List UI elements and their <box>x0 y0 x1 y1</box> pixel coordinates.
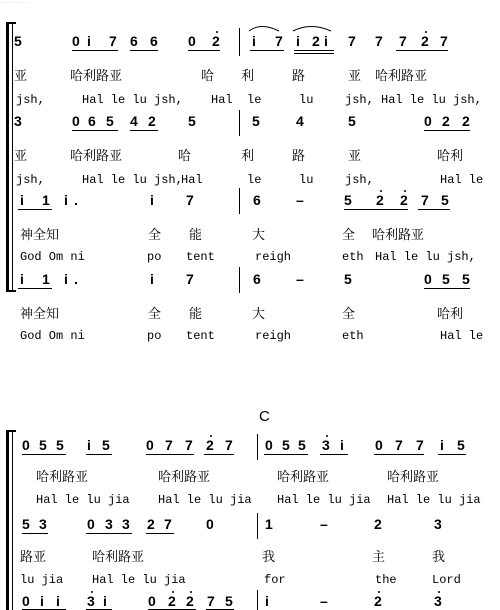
system-2-bracket <box>6 430 9 610</box>
s4-notes-11: 5 <box>462 271 470 287</box>
s4-chinese-1: 全 <box>148 307 162 322</box>
s5-english-1: Hal le lu jia <box>158 493 252 507</box>
s4-notes-10: 5 <box>442 271 450 287</box>
s1-notes-2: i <box>87 33 91 49</box>
s5-notes-10: 0 <box>265 437 273 453</box>
s5-notes-7: 7 <box>185 437 193 453</box>
s4-chinese-0: 神全知 <box>20 307 60 322</box>
s6-english-3: the <box>375 573 397 587</box>
s5-english-0: Hal le lu jia <box>36 493 130 507</box>
s7-notes-12: 2 <box>374 593 382 609</box>
s3-chinese-0: 神全知 <box>20 228 60 243</box>
s1-notes-13: 7 <box>348 33 356 49</box>
s7-notes-10: i <box>265 593 269 609</box>
s7-notes-11: – <box>320 593 328 609</box>
s2-english-5: jsh, <box>345 173 374 187</box>
s7-notes-4: i <box>103 593 107 609</box>
s3-notes-5: 7 <box>186 192 194 208</box>
s2-notes-9: 5 <box>348 113 356 129</box>
s3-english-1: po <box>147 250 162 264</box>
s4-notes-3: . <box>74 271 78 287</box>
s3-english-4: eth <box>342 250 364 264</box>
s1-chinese-2: 哈 <box>201 69 215 84</box>
s4-english-0: God Om ni <box>20 329 85 343</box>
system-1-bracket-thin <box>12 24 13 290</box>
s6-notes-7: 0 <box>206 516 214 532</box>
s4-notes-6: 6 <box>253 271 261 287</box>
s6-chinese-3: 主 <box>372 550 386 565</box>
s5-chinese-0: 哈利路亚 <box>36 470 89 485</box>
slurs <box>0 0 500 60</box>
s7-notes-1: i <box>40 593 44 609</box>
s3-notes-10: 2 <box>400 192 408 208</box>
s5-notes-3: i <box>87 437 91 453</box>
s2-notes-10: 0 <box>424 113 432 129</box>
s1-chinese-6: 哈利路亚 <box>375 69 428 84</box>
s7-notes-2: i <box>56 593 60 609</box>
s5-notes-17: 7 <box>416 437 424 453</box>
s7-notes-3: 3 <box>87 593 95 609</box>
s2-english-6: Hal le <box>440 173 484 187</box>
s1-notes-15: 7 <box>399 33 407 49</box>
s5-notes-4: 5 <box>102 437 110 453</box>
s5-chinese-1: 哈利路亚 <box>158 470 211 485</box>
s1-chinese-5: 亚 <box>348 69 362 84</box>
s5-notes-14: i <box>340 437 344 453</box>
s1-chinese-4: 路 <box>292 69 306 84</box>
s1-english-3: le <box>247 93 262 107</box>
system-2-bracket-thin <box>12 432 13 610</box>
system-1-barline-2 <box>239 110 240 136</box>
s3-notes-7: – <box>296 192 304 208</box>
s2-notes-5: 2 <box>148 113 156 129</box>
s6-english-1: Hal le lu jia <box>92 573 186 587</box>
s6-chinese-4: 我 <box>432 550 446 565</box>
s7-notes-9: 5 <box>225 593 233 609</box>
s4-english-4: eth <box>342 329 364 343</box>
s4-notes-5: 7 <box>186 271 194 287</box>
s4-chinese-3: 大 <box>252 307 266 322</box>
s3-notes-11: 7 <box>421 192 429 208</box>
s3-notes-1: 1 <box>42 192 50 208</box>
s2-chinese-0: 亚 <box>14 149 28 164</box>
s3-english-5: Hal le lu jsh, <box>375 250 476 264</box>
s3-notes-8: 5 <box>344 192 352 208</box>
s3-chinese-2: 能 <box>189 228 203 243</box>
s1-english-1: Hal le lu jsh, <box>82 93 183 107</box>
s6-chinese-0: 路亚 <box>20 550 47 565</box>
s1-english-2: Hal <box>211 93 233 107</box>
s5-notes-16: 7 <box>395 437 403 453</box>
s2-notes-0: 3 <box>14 113 22 129</box>
s1-notes-4: 6 <box>130 33 138 49</box>
s4-english-3: reigh <box>255 329 292 343</box>
s1-notes-8: i <box>252 33 256 49</box>
s6-notes-6: 7 <box>164 516 172 532</box>
s6-notes-10: 2 <box>374 516 382 532</box>
s3-notes-9: 2 <box>376 192 384 208</box>
s2-notes-6: 5 <box>188 113 196 129</box>
s1-notes-7: 2 <box>212 33 220 49</box>
s5-english-2: Hal le lu jia <box>277 493 371 507</box>
s1-notes-11: 2 <box>312 33 320 49</box>
system-1-bracket-bottom <box>6 290 16 292</box>
system-1-barline-3 <box>239 188 240 214</box>
s5-chinese-3: 哈利路亚 <box>387 470 440 485</box>
s5-notes-6: 7 <box>165 437 173 453</box>
s5-notes-12: 5 <box>298 437 306 453</box>
s4-chinese-4: 全 <box>342 307 356 322</box>
page-header: ····· ····· ····· <box>2 0 30 6</box>
s2-chinese-2: 哈 <box>178 149 192 164</box>
s3-notes-6: 6 <box>253 192 261 208</box>
s5-notes-11: 5 <box>282 437 290 453</box>
s1-notes-17: 7 <box>440 33 448 49</box>
s1-notes-10: i <box>296 33 300 49</box>
s4-notes-4: i <box>150 271 154 287</box>
s5-chinese-2: 哈利路亚 <box>277 470 330 485</box>
s6-english-2: for <box>264 573 286 587</box>
s6-notes-8: 1 <box>265 516 273 532</box>
s4-english-2: tent <box>186 329 215 343</box>
system-1-barline-4 <box>239 267 240 293</box>
s4-notes-2: i <box>64 271 68 287</box>
s3-chinese-3: 大 <box>252 228 266 243</box>
s1-notes-6: 0 <box>188 33 196 49</box>
s1-chinese-0: 亚 <box>14 69 28 84</box>
s3-chinese-4: 全 <box>342 228 356 243</box>
s6-chinese-1: 哈利路亚 <box>92 550 145 565</box>
s2-english-0: jsh, <box>16 173 45 187</box>
s3-chinese-1: 全 <box>148 228 162 243</box>
s1-notes-14: 7 <box>375 33 383 49</box>
s2-english-2: Hal <box>181 173 203 187</box>
s5-notes-8: 2 <box>206 437 214 453</box>
s5-notes-18: i <box>440 437 444 453</box>
s7-notes-8: 7 <box>207 593 215 609</box>
s5-notes-1: 5 <box>39 437 47 453</box>
system-2-barline-1 <box>257 434 258 460</box>
s1-english-0: jsh, <box>16 93 45 107</box>
s1-chinese-1: 哈利路亚 <box>70 69 123 84</box>
system-1-bracket <box>6 22 9 292</box>
s7-notes-0: 0 <box>22 593 30 609</box>
s6-notes-11: 3 <box>434 516 442 532</box>
s1-notes-0: 5 <box>14 33 22 49</box>
s1-notes-12: i <box>324 33 328 49</box>
s4-notes-0: i <box>20 271 24 287</box>
s1-chinese-3: 利 <box>241 69 255 84</box>
s5-notes-15: 0 <box>375 437 383 453</box>
s6-notes-5: 2 <box>147 516 155 532</box>
s5-notes-19: 5 <box>457 437 465 453</box>
s1-notes-9: 7 <box>275 33 283 49</box>
s2-chinese-3: 利 <box>241 149 255 164</box>
s7-notes-13: 3 <box>434 593 442 609</box>
s4-notes-7: – <box>296 271 304 287</box>
s2-notes-3: 5 <box>106 113 114 129</box>
s4-notes-8: 5 <box>344 271 352 287</box>
s2-notes-7: 5 <box>252 113 260 129</box>
s1-english-4: lu <box>299 93 314 107</box>
s5-notes-0: 0 <box>22 437 30 453</box>
s6-notes-1: 3 <box>39 516 47 532</box>
system-2-barline-2 <box>257 513 258 539</box>
s3-notes-2: i <box>64 192 68 208</box>
s5-english-3: Hal le lu jia <box>387 493 481 507</box>
s4-chinese-2: 能 <box>189 307 203 322</box>
s2-chinese-4: 路 <box>292 149 306 164</box>
s1-notes-1: 0 <box>72 33 80 49</box>
s5-notes-2: 5 <box>56 437 64 453</box>
s3-notes-3: . <box>74 192 78 208</box>
s5-notes-5: 0 <box>146 437 154 453</box>
s5-notes-9: 7 <box>225 437 233 453</box>
s7-notes-5: 0 <box>148 593 156 609</box>
s6-notes-9: – <box>320 516 328 532</box>
s3-english-0: God Om ni <box>20 250 85 264</box>
s6-chinese-2: 我 <box>262 550 276 565</box>
s1-notes-16: 2 <box>421 33 429 49</box>
system-2-bracket-top <box>6 430 16 432</box>
s2-english-1: Hal le lu jsh, <box>82 173 183 187</box>
s7-notes-7: 2 <box>186 593 194 609</box>
s2-notes-8: 4 <box>296 113 304 129</box>
section-mark-c: C <box>259 408 270 425</box>
s2-chinese-6: 哈利 <box>437 149 464 164</box>
s6-notes-0: 5 <box>22 516 30 532</box>
s2-notes-2: 6 <box>88 113 96 129</box>
s2-chinese-1: 哈利路亚 <box>70 149 123 164</box>
s2-notes-11: 2 <box>442 113 450 129</box>
s3-notes-4: i <box>150 192 154 208</box>
s1-english-5: jsh, Hal le lu jsh, <box>345 93 482 107</box>
system-2-barline-3 <box>257 590 258 610</box>
s3-chinese-5: 哈利路亚 <box>372 228 425 243</box>
s2-chinese-5: 亚 <box>348 149 362 164</box>
s3-english-2: tent <box>186 250 215 264</box>
s3-notes-12: 5 <box>441 192 449 208</box>
s4-chinese-5: 哈利 <box>437 307 464 322</box>
s3-english-3: reigh <box>255 250 292 264</box>
s4-english-1: po <box>147 329 162 343</box>
s6-english-4: Lord <box>432 573 461 587</box>
s2-english-3: le <box>247 173 262 187</box>
s3-notes-0: i <box>20 192 24 208</box>
s2-notes-12: 2 <box>462 113 470 129</box>
s1-notes-5: 6 <box>150 33 158 49</box>
s4-notes-1: 1 <box>42 271 50 287</box>
s4-english-5: Hal le <box>440 329 484 343</box>
s6-notes-4: 3 <box>122 516 130 532</box>
s2-notes-1: 0 <box>72 113 80 129</box>
s5-notes-13: 3 <box>322 437 330 453</box>
s6-notes-3: 3 <box>105 516 113 532</box>
s6-notes-2: 0 <box>87 516 95 532</box>
s6-english-0: lu jia <box>20 573 64 587</box>
s4-notes-9: 0 <box>424 271 432 287</box>
s2-english-4: lu <box>299 173 314 187</box>
s1-notes-3: 7 <box>109 33 117 49</box>
s2-notes-4: 4 <box>130 113 138 129</box>
s7-notes-6: 2 <box>168 593 176 609</box>
